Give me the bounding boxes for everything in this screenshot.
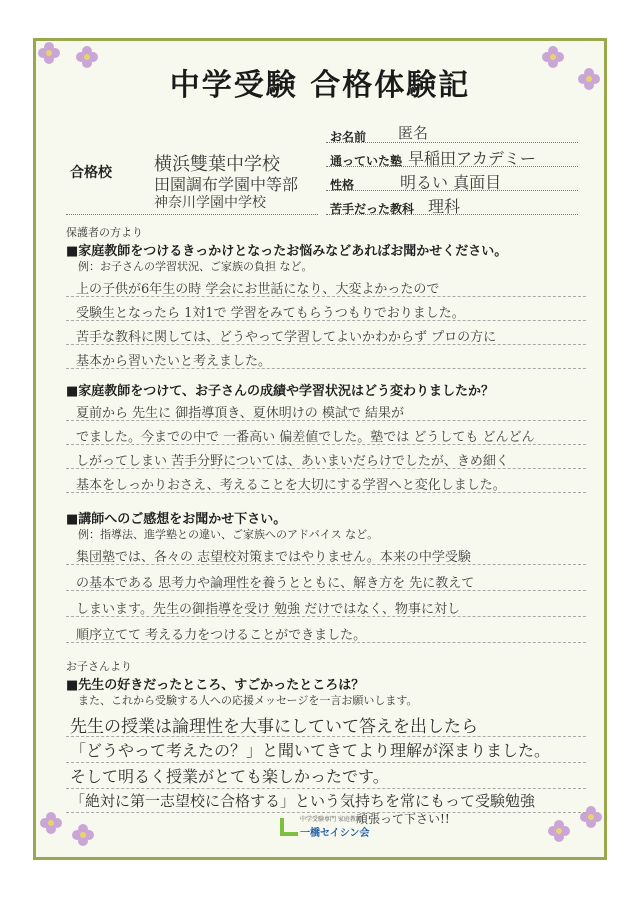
guardian-answer-3-line: 順序立てて 考える力をつけることができました。 xyxy=(76,628,367,643)
page-title: 中学受験 合格体験記 xyxy=(169,68,471,103)
flower-icon xyxy=(72,824,94,846)
weak-subject-underline xyxy=(326,214,578,215)
child-answer-line: 「絶対に第一志望校に合格する」という気持ちを常にもって受験勉強 xyxy=(70,792,536,810)
guardian-answer-2-line: でました。今までの中で 一番高い 偏差値でした。塾では どうしても どんどん xyxy=(76,430,535,445)
school-underline xyxy=(66,214,318,215)
guardian-question-3: ■講師へのご感想をお聞かせ下さい。 xyxy=(66,512,287,527)
guardian-answer-1-line: 受験生となったら 1対1で 学習をみてもらうつもりでおりました。 xyxy=(76,306,465,321)
guardian-question-2: ■家庭教師をつけて、お子さんの成績や学習状況はどう変わりましたか？ xyxy=(66,384,495,399)
company-logo xyxy=(280,812,380,842)
child-answer-line: 先生の授業は論理性を大事にしていて答えを出したら xyxy=(70,717,478,737)
ruled-line xyxy=(66,788,586,789)
guardian-question-1: ■家庭教師をつけるきっかけとなったお悩みなどあればお聞かせください。 xyxy=(66,244,508,259)
guardian-answer-1-line: 基本から習いたいと考えました。 xyxy=(76,354,272,369)
school-value-1: 横浜雙葉中学校 xyxy=(154,154,280,175)
personality-underline xyxy=(326,190,578,191)
guardian-answer-3-line: の基本である 思考力や論理性を養うとともに、解き方を 先に教えて xyxy=(76,576,475,591)
guardian-answer-3-line: しまいます。先生の御指導を受け 勉強 だけではなく、物事に対し xyxy=(76,602,460,617)
school-value-2: 田園調布学園中等部 xyxy=(154,175,299,194)
child-answer-line: そして明るく授業がとても楽しかったです。 xyxy=(70,767,389,786)
child-answer-line: 頑張って下さい!! xyxy=(356,812,450,826)
school-label: 合格校 xyxy=(70,165,112,181)
guardian-answer-2-line: しがってしまい 苦手分野については、あいまいだらけでしたが、きめ細く xyxy=(76,454,509,469)
flower-icon xyxy=(548,820,570,842)
weak-subject-label: 苦手だった教科 xyxy=(330,202,415,216)
guardian-question-1-example: 例：お子さんの学習状況、ご家族の負担 など。 xyxy=(78,260,313,273)
logo-tagline: 中学受験専門 家庭教師 xyxy=(300,816,362,823)
child-question-1-example: また、これから受験する人への応援メッセージを一言お願いします。 xyxy=(78,694,418,707)
name-label: お名前 xyxy=(330,130,367,144)
guardian-answer-1-line: 上の子供が6年生の時 学会にお世話になり、大変よかったので xyxy=(76,282,440,297)
weak-subject-value: 理科 xyxy=(428,197,461,216)
name-underline xyxy=(326,142,578,143)
juku-label: 通っていた塾 xyxy=(330,154,403,168)
flower-icon xyxy=(580,806,602,828)
guardian-heading: 保護者の方より xyxy=(66,226,143,239)
child-question-1: ■先生の好きだったところ、すごかったところは？ xyxy=(66,678,365,693)
ruled-line xyxy=(66,762,586,763)
child-heading: お子さんより xyxy=(66,660,132,673)
personality-label: 性格 xyxy=(330,178,355,192)
personality-value: 明るい 真面目 xyxy=(400,173,502,192)
logo-name: 一橋セイシン会 xyxy=(300,828,370,839)
guardian-question-3-example: 例：指導法、進学塾との違い、ご家族へのアドバイス など。 xyxy=(78,528,379,541)
guardian-answer-3-line: 集団塾では、各々の 志望校対策まではやりません。本来の中学受験 xyxy=(76,550,471,565)
guardian-answer-1-line: 苦手な教科に関しては、どうやって学習してよいかわからず プロの方に xyxy=(76,330,497,345)
juku-underline xyxy=(326,166,578,167)
flower-icon xyxy=(40,812,62,834)
juku-value: 早稲田アカデミー xyxy=(408,149,536,168)
guardian-answer-2-line: 夏前から 先生に 御指導頂き、夏休明けの 模試で 結果が xyxy=(76,406,405,421)
logo-mark-icon xyxy=(280,818,298,836)
guardian-answer-2-line: 基本をしっかりおさえ、考えることを大切にする学習へと変化しました。 xyxy=(76,478,506,493)
child-answer-line: 「どうやって考えたの？」と聞いてきてより理解が深まりました。 xyxy=(70,741,551,760)
name-value: 匿名 xyxy=(398,124,429,142)
school-value-3: 神奈川学園中学校 xyxy=(154,195,266,211)
